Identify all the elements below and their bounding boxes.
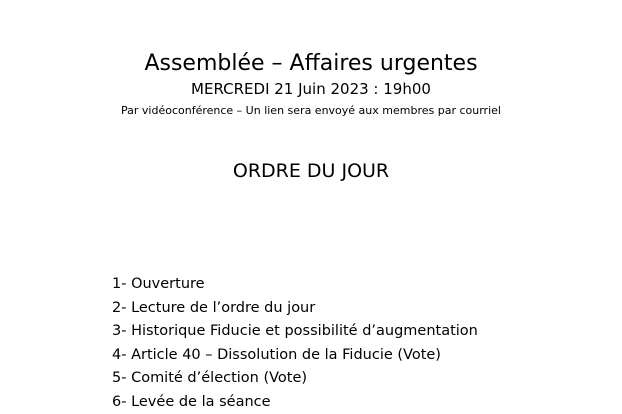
agenda-heading: ORDRE DU JOUR [0,160,622,183]
agenda-list [112,273,478,414]
agenda-item-opening: 1- Ouverture [112,273,478,297]
agenda-item-reading: 2- Lecture de l’ordre du jour [112,297,478,321]
agenda-item-article-40: 4- Article 40 – Dissolution de la Fiducie (Vote) [112,344,478,368]
meeting-location-note: Par vidéoconférence – Un lien sera envoyé aux membres par courriel [0,104,622,118]
agenda-item-adjournment: 6- Levée de la séance [112,391,478,414]
agenda-item-history: 3- Historique Fiducie et possibilité d’augmentation [112,320,478,344]
agenda-item-election-committee: 5- Comité d’élection (Vote) [112,367,478,391]
meeting-date: MERCREDI 21 Juin 2023 : 19h00 [0,80,622,99]
meeting-title: Assemblée – Affaires urgentes [0,51,622,77]
